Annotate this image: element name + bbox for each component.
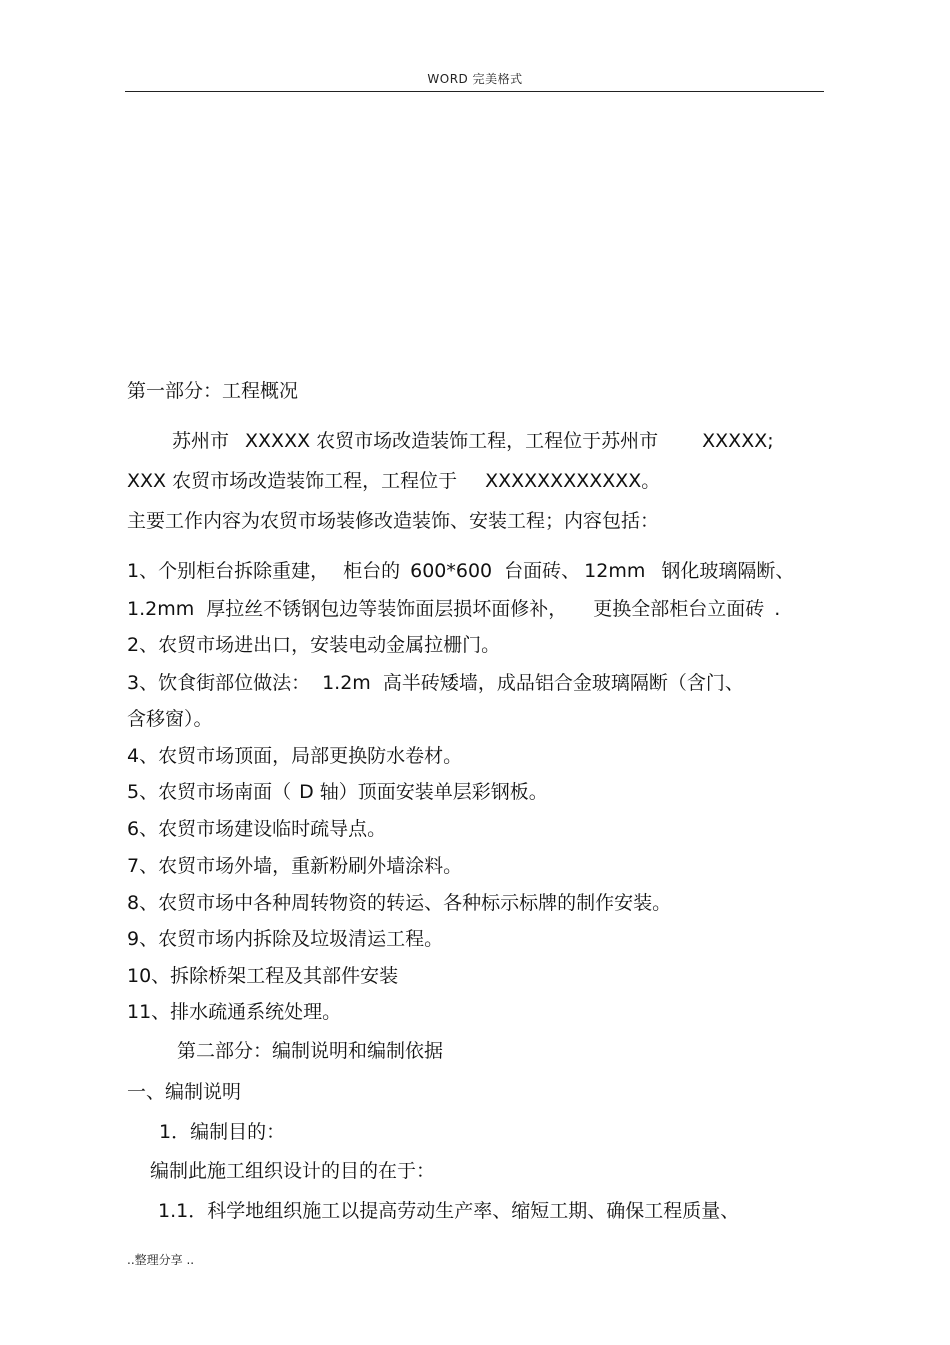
- intro-line-2: [127, 470, 660, 492]
- sub1-heading: 1．编制目的：: [159, 1121, 286, 1143]
- item-3-line-2: 含移窗）。: [127, 708, 213, 730]
- item-1-text-e: 12mm: [584, 560, 646, 582]
- intro-line-2-a: XXX 农贸市场改造装饰工程，工程位于: [127, 470, 458, 492]
- item-1-line-2: [127, 598, 780, 620]
- item-1-text-h: 厚拉丝不锈钢包边等装饰面层损坏面修补，: [206, 598, 568, 620]
- intro-line-2-b: XXXXXXXXXXXX。: [485, 470, 661, 492]
- intro-line-1-b: XXXXX 农贸市场改造装饰工程，工程位于苏州市: [245, 430, 659, 452]
- item-3-line-1: [127, 672, 744, 694]
- intro-line-1-c: XXXXX;: [702, 430, 774, 452]
- item-3-text-b: 1.2m: [322, 672, 371, 694]
- item-4: 4、农贸市场顶面，局部更换防水卷材。: [127, 745, 463, 767]
- intro-line-1-a: 苏州市: [172, 430, 230, 452]
- header-title: WORD 完美格式: [427, 72, 523, 86]
- sub1-1-text: 1.1．科学地组织施工以提高劳动生产率、缩短工期、确保工程质量、: [158, 1200, 740, 1222]
- item-6: 6、农贸市场建设临时疏导点。: [127, 818, 387, 840]
- page-footer: ..整理分享 ..: [127, 1253, 195, 1267]
- part2-heading: 第二部分：编制说明和编制依据: [177, 1040, 444, 1062]
- item-1-text-a: 1、个别柜台拆除重建，: [127, 560, 330, 582]
- header-rule: [125, 91, 824, 92]
- item-1-text-i: 更换全部柜台立面砖: [593, 598, 765, 620]
- item-2: 2、农贸市场进出口，安装电动金属拉栅门。: [127, 634, 501, 656]
- item-7: 7、农贸市场外墙，重新粉刷外墙涂料。: [127, 855, 463, 877]
- item-1-text-d: 台面砖、: [504, 560, 581, 582]
- item-11: 11、排水疏通系统处理。: [127, 1001, 342, 1023]
- item-5-text-a: 5、农贸市场南面（: [127, 781, 292, 803]
- item-1-text-g: 1.2mm: [127, 598, 195, 620]
- item-1-text-j: .: [774, 598, 781, 620]
- item-5: [127, 781, 548, 803]
- part1-heading: 第一部分：工程概况: [127, 380, 299, 402]
- section1-heading: 一、编制说明: [127, 1081, 242, 1103]
- item-9: 9、农贸市场内拆除及垃圾清运工程。: [127, 928, 444, 950]
- item-3-text-a: 3、饮食街部位做法：: [127, 672, 311, 694]
- intro-line-3: 主要工作内容为农贸市场装修改造装饰、安装工程；内容包括：: [127, 510, 660, 532]
- item-1-text-b: 柜台的: [343, 560, 401, 582]
- item-3-text-c: 高半砖矮墙，成品铝合金玻璃隔断（含门、: [382, 672, 744, 694]
- item-5-text-b: D 轴）顶面安装单层彩钢板。: [299, 781, 548, 803]
- item-1-line-1: [127, 560, 794, 582]
- item-10: 10、拆除桥架工程及其部件安装: [127, 965, 399, 987]
- sub1-text: 编制此施工组织设计的目的在于：: [150, 1160, 436, 1182]
- item-1-text-c: 600*600: [410, 560, 493, 582]
- item-1-text-f: 钢化玻璃隔断、: [661, 560, 795, 582]
- intro-line-1: [172, 430, 774, 452]
- item-8: 8、农贸市场中各种周转物资的转运、各种标示标牌的制作安装。: [127, 892, 672, 914]
